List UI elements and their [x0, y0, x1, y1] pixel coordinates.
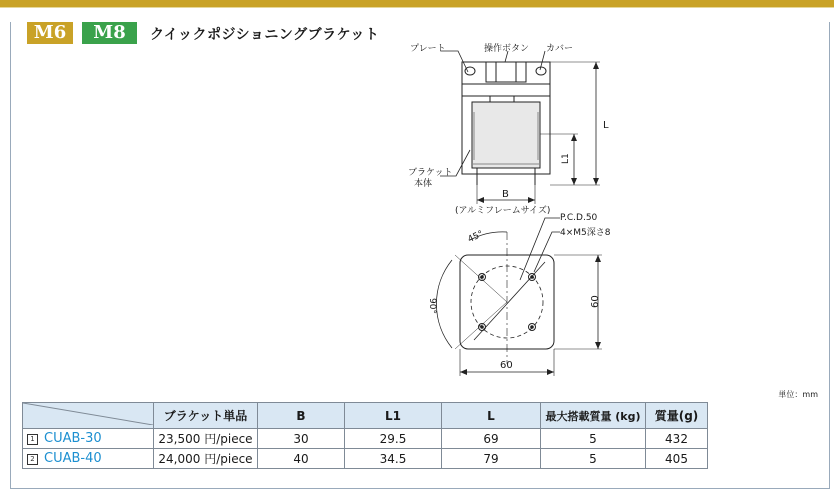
model-name: CUAB-30 — [44, 431, 102, 446]
col-header-price: ブラケット単品 — [154, 403, 258, 429]
top-view-arrows — [460, 255, 601, 375]
l-cell: 69 — [442, 429, 541, 449]
b-cell: 30 — [258, 429, 345, 449]
label-tap: 4×M5深さ8 — [560, 228, 611, 238]
label-frame-size: (アルミフレームサイズ) — [455, 206, 551, 216]
col-header-l1: L1 — [345, 403, 442, 429]
mass-cell: 405 — [646, 449, 708, 469]
table-row — [23, 449, 708, 469]
max-load-cell: 5 — [541, 449, 646, 469]
label-B: B — [502, 189, 509, 200]
side-view — [440, 51, 600, 204]
badge-m6: M6 — [27, 22, 73, 44]
label-cover: カバー — [546, 44, 574, 54]
mass-cell: 432 — [646, 429, 708, 449]
product-title: クイックポジショニングブラケット — [150, 27, 380, 43]
label-L: L — [603, 120, 609, 131]
model-cell[interactable] — [23, 449, 154, 469]
label-L1: L1 — [561, 153, 571, 164]
model-name: CUAB-40 — [44, 451, 102, 466]
top-view — [436, 218, 602, 376]
label-60-side: 60 — [590, 295, 601, 308]
l-cell: 79 — [442, 449, 541, 469]
price-cell: 24,000 円/piece — [154, 449, 258, 469]
button-shape — [486, 62, 526, 82]
col-header-max-load: 最大搭載質量 (kg) — [541, 403, 646, 429]
model-cell[interactable] — [23, 429, 154, 449]
table-row — [23, 429, 708, 449]
col-header-mass: 質量(g) — [646, 403, 708, 429]
row-number-badge: 2 — [27, 454, 38, 465]
col-header-b: B — [258, 403, 345, 429]
label-angle-90: 90° — [427, 298, 437, 314]
badge-m8: M8 — [82, 22, 137, 44]
label-angle-45: 45° — [466, 229, 486, 246]
max-load-cell: 5 — [541, 429, 646, 449]
table-header-row — [23, 403, 708, 429]
label-plate: プレート — [410, 44, 446, 54]
l1-cell: 34.5 — [345, 449, 442, 469]
l1-cell: 29.5 — [345, 429, 442, 449]
spec-table — [22, 402, 708, 469]
diagonal-line-icon — [23, 403, 153, 425]
price-cell: 23,500 円/piece — [154, 429, 258, 449]
label-bracket-body-1: ブラケット — [408, 168, 453, 178]
unit-note: 単位：mm — [778, 390, 818, 399]
label-button: 操作ボタン — [484, 44, 530, 54]
label-60-bottom: 60 — [500, 360, 513, 371]
label-bracket-body-2: 本体 — [414, 179, 433, 189]
table-corner-cell — [23, 403, 154, 429]
row-number-badge: 1 — [27, 434, 38, 445]
b-cell: 40 — [258, 449, 345, 469]
label-pcd: P.C.D.50 — [560, 213, 598, 223]
col-header-l: L — [442, 403, 541, 429]
